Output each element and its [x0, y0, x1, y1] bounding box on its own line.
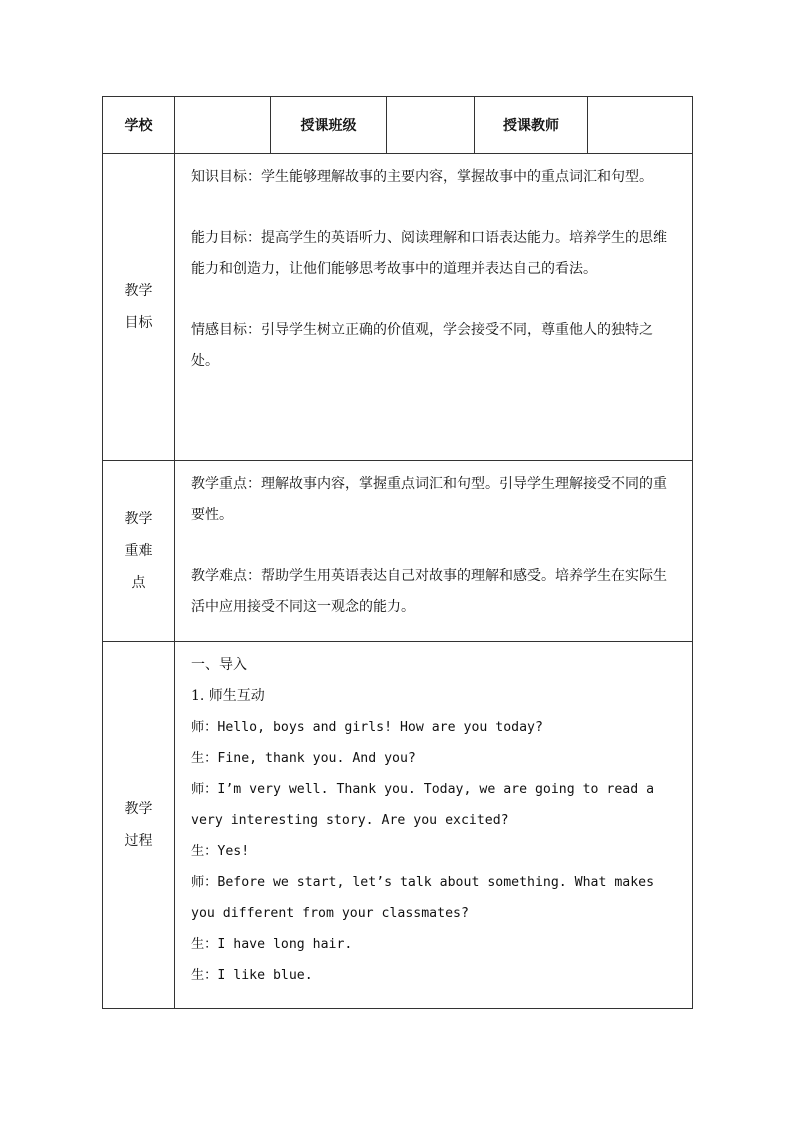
step-heading: 1. 师生互动	[191, 688, 265, 704]
ability-objective: 能力目标：提高学生的英语听力、阅读理解和口语表达能力。培养学生的思维能力和创造力，让他们能够思考故事中的道理并表达自己的看法。	[191, 230, 667, 277]
teacher-label: 授课教师	[475, 97, 588, 154]
knowledge-objective: 知识目标：学生能够理解故事的主要内容，掌握故事中的重点词汇和句型。	[191, 169, 653, 185]
teaching-focus: 教学重点：理解故事内容，掌握重点词汇和句型。引导学生理解接受不同的重要性。	[191, 476, 667, 523]
teacher-value	[588, 97, 693, 154]
objectives-row	[103, 154, 693, 461]
school-label: 学校	[103, 97, 175, 154]
dialogue-line: 生：Fine, thank you. And you?	[191, 751, 416, 766]
section-heading: 一、导入	[191, 657, 247, 673]
header-row	[103, 97, 693, 154]
dialogue-line: 生：I have long hair.	[191, 937, 353, 952]
objectives-label: 教学 目标	[103, 154, 175, 461]
class-label: 授课班级	[271, 97, 387, 154]
lesson-plan-table	[102, 96, 693, 1009]
dialogue-line: 生：I like blue.	[191, 968, 313, 983]
key-points-row	[103, 461, 693, 642]
key-points-content	[175, 461, 693, 642]
dialogue-line: 师：Before we start, let’s talk about something. What makes you different from your classmates?	[191, 875, 655, 921]
teaching-difficulty: 教学难点：帮助学生用英语表达自己对故事的理解和感受。培养学生在实际生活中应用接受不同这一观念的能力。	[191, 568, 667, 615]
dialogue-line: 师：I’m very well. Thank you. Today, we are going to read a very interesting story. Are you excited?	[191, 782, 655, 828]
emotion-objective: 情感目标：引导学生树立正确的价值观，学会接受不同，尊重他人的独特之处。	[191, 322, 653, 369]
dialogue-line: 师：Hello, boys and girls! How are you today?	[191, 720, 543, 735]
class-value	[387, 97, 475, 154]
objectives-content	[175, 154, 693, 461]
key-points-label: 教学 重难 点	[103, 461, 175, 642]
dialogue-line: 生：Yes!	[191, 844, 250, 859]
process-label: 教学 过程	[103, 642, 175, 1009]
process-row	[103, 642, 693, 1009]
process-content	[175, 642, 693, 1009]
school-value	[175, 97, 271, 154]
